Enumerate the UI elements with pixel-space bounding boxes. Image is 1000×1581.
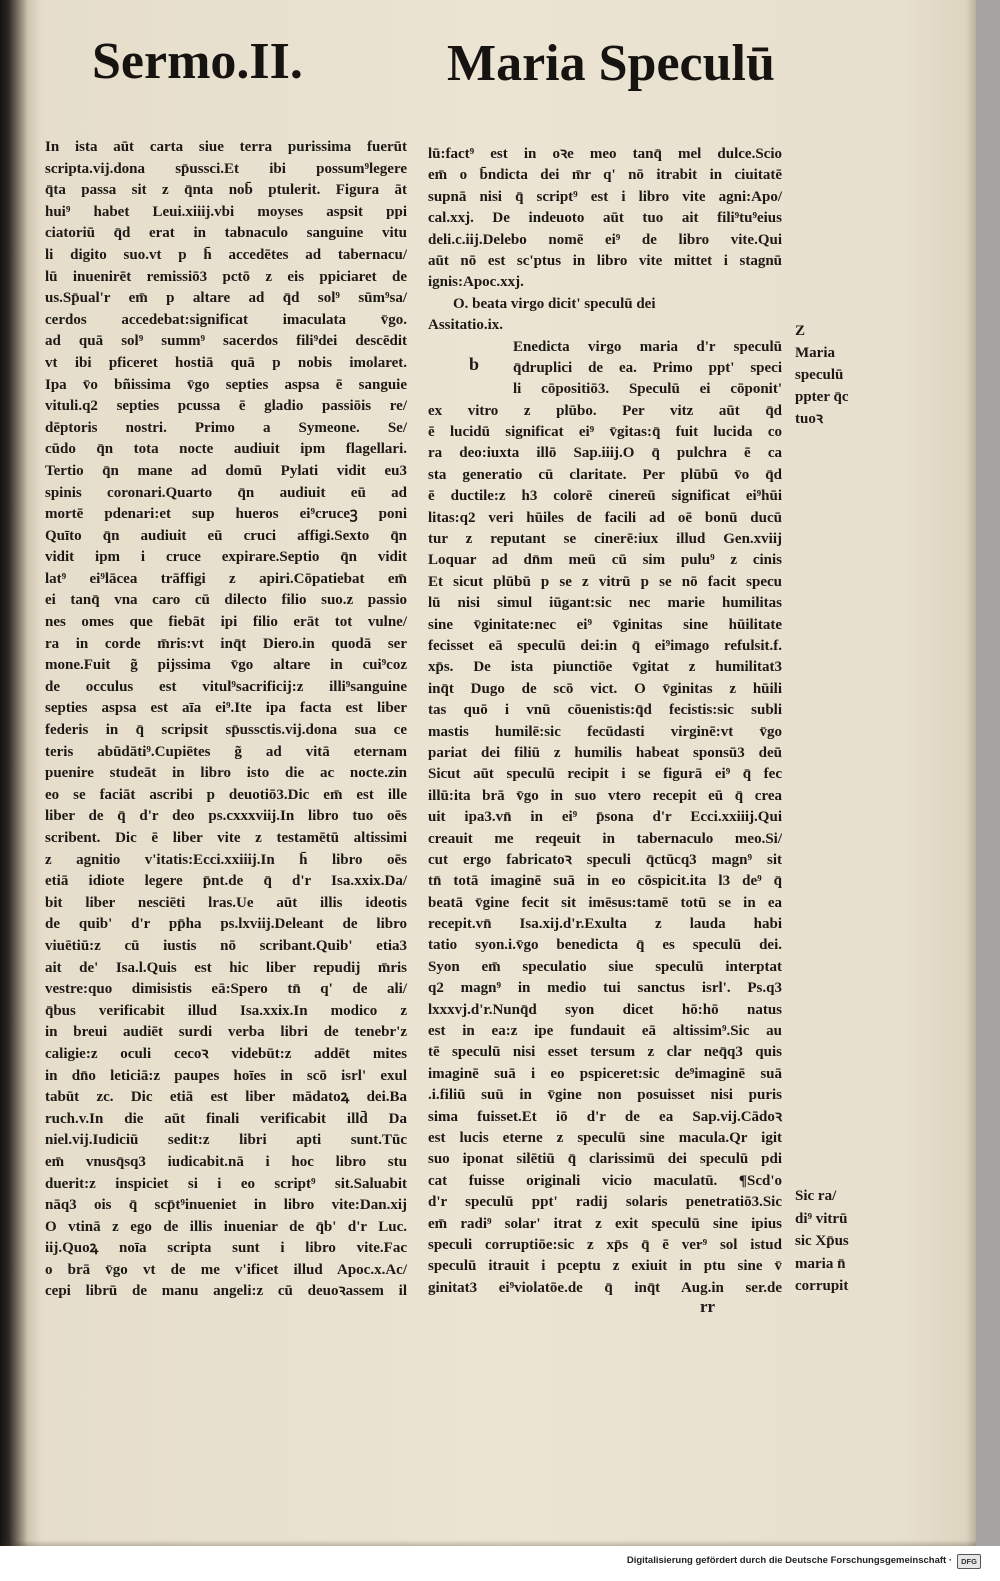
text-line: de quib' d'r pp̄ha ps.lxviij.Deleant de libro [45,916,407,933]
text-line: bit liber nesciēti lras.Ue aūt illis ideotis [45,894,407,911]
text-line: scribent. Dic ē liber vite z testamētū altissimi [45,830,407,846]
text-line: ciatoriū q̄d erat in tabnaculo sanguine vitu [45,225,407,242]
text-line: cal.xxj. De indeuoto aūt tuo ait fili⁹tu⁹eius [428,210,782,227]
text-line: tas quō i vnū cōuenistis:q̄d fecistis:sic subli [428,702,782,719]
text-line: est in ea:z ipe fundauit eā altissim⁹.Sic au [428,1023,782,1040]
margin-note-line: maria n̄ [795,1255,846,1272]
margin-note-line: di⁹ vitrū [795,1210,848,1227]
text-line: tn̄ totā imaginē suā in eo cōspicit.ita l3 de⁹ q̄ [428,873,782,890]
text-line: cerdos accedebat:significat imaculata v̄go. [45,311,407,328]
text-line: Ipa v̄o bñissima v̄go septies aspsa ē sanguie [45,376,407,393]
text-line: de occulus est vitul⁹sacrificij:z illi⁹sanguine [45,678,407,695]
margin-note-line: Maria [795,345,835,361]
text-line: q̄druplici de ea. Primo ppt' speci [513,359,782,376]
text-line: speculi corruptiōe:sic z xp̄s q̄ ē ver⁹ sol istud [428,1236,782,1253]
margin-note [795,1185,875,1298]
text-line: uit ipa3.vn̄ in ei⁹ p̄sona d'r Ecci.xxiiij.Qui [428,809,782,826]
text-line: Loquar ad dn̄m meū cū sim pulu⁹ z cinis [428,552,782,569]
text-line: cat fuisse originali vicio maculatū. ¶Scd'o [428,1172,782,1189]
text-line: creauit me reqeuit in tabernaculo meo.Si/ [428,830,782,847]
text-line: recepit.vn̄ Isa.xij.d'r.Exulta z lauda habi [428,916,782,933]
text-line: cūdo q̄n tota nocte audiuit ipm flagellari. [45,441,407,458]
text-line: q̄bus verificabit illud Isa.xxix.In modico z [45,1002,407,1019]
text-line: caligie:z oculi cecoꝛ videbūt:z addēt mites [45,1045,407,1062]
text-line: ē lucidū significat ei⁹ v̄gitas:q̄ fuit lucida co [428,424,782,441]
text-line: tē speculū nisi esset tersum z clar neq̄q3 quis [428,1044,782,1061]
text-line: puenire studeāt in libro isto die ac nocte.zin [45,765,407,782]
running-head-title: Maria Speculū [447,35,775,92]
text-line: sima fuisset.Et iō d'r de ea Sap.vij.Cādoꝛ [428,1108,782,1125]
left-text-column [45,137,407,1303]
text-line: ra in corde m̄ris:vt inq̄t Diero.in quodā ser [45,635,407,652]
text-line: ei tanq̄ vna caro cū dilecto filio suo.z passio [45,592,407,609]
text-line: vidit ipm i cruce expirare.Septio q̄n vidit [45,549,407,566]
text-line: nāq3 ois q̄ scp̄t⁹inueniet in libro vite:Dan.xij [45,1197,407,1214]
text-line: scripta.vij.dona sp̄ussci.Et ibi possum⁹legere [45,160,407,177]
text-line: aūt nō est sc'ptus in libro vite mittet i stagnū [428,252,782,269]
text-line: Tertio q̄n mane ad domū Pylati vidit eu3 [45,462,407,479]
text-line: em̄ vnusq̄sq3 iudicabit.nā i hoc libro stu [45,1153,407,1170]
text-line: lxxxvj.d'r.Nunq̄d syon dicet hō:hō natus [428,1001,782,1018]
text-line: tatio syon.i.v̄go benedicta q̄ es speculū dei. [428,937,782,954]
text-line: dēptoris nostri. Primo a Symeone. Se/ [45,419,407,436]
text-line: Et sicut plūbū p se z vitrū p se nō facit specu [428,573,782,590]
text-line: Assitatio.ix. [428,317,503,334]
text-line: Syon em̄ speculatio siue speculū interptat [428,958,782,975]
text-line: septies aspsa est aīa ei⁹.Ite ipa facta est liber [45,700,407,717]
text-line: q̄ta passa sit z q̄nta nob̄ ptulerit. Figura āt [45,182,407,199]
text-line: In ista aūt carta siue terra purissima fuerūt [45,139,407,155]
text-line: vituli.q2 septies pcussa ē gladio passiōis re/ [45,398,407,415]
text-line: in dn̄o leticiā:z paupes hoīes in scō isrl' exul [45,1067,407,1084]
text-line: eo se faciāt ascribi p deuotiō3.Dic em̄ est ille [45,786,407,803]
margin-note [795,320,875,430]
text-line: in breui audiēt surdi verba libri de tenebr'z [45,1024,407,1041]
text-line: iij.Quoꝝ noīa scripta sunt i libro vite.Fac [45,1240,407,1257]
text-line: viuētiū:z cū iustis nō scribant.Quib' etia3 [45,937,407,954]
text-line: Sicut aūt speculū recipit i se figurā ei⁹ q̄ fec [428,766,782,783]
text-line: federis in q̄ scripsit sp̄ussctis.vij.dona sua ce [45,722,407,739]
text-line: illū:ita brā v̄go in suo vtero recepit eū q̄ crea [428,787,782,804]
margin-note-line: Sic ra/ [795,1188,837,1204]
text-line: beatā v̄gine fecit sit imēsus:tamē totū se in ea [428,894,782,911]
text-line: nes omes que fiebāt ipi filio erāt tot vulne/ [45,614,407,631]
text-line: li cōpositiō3. Speculū ei cōponit' [513,381,782,398]
text-line: ait de' Isa.l.Quis est hic liber repudij m̄ris [45,959,407,976]
text-line: mastis humilē:sic fecūdasti virginē:vt v̄go [428,723,782,740]
text-line: ignis:Apoc.xxj. [428,274,524,291]
text-line: fecisset eā speculū dei:in q̄ ei⁹imago refulsit.f. [428,637,782,654]
text-line: us.Sp̄ual'r em̄ p altare ad q̄d sol⁹ sūm⁹sa/ [45,290,407,307]
text-line: vestre:quo dimisistis eā:Spero tn̄ q' de ali/ [45,981,407,998]
text-line: em̄ o b̄ndicta dei m̄r q' nō itrabit in ciuitatē [428,167,782,184]
text-line: cepi librū de manu angeli:z cū deuoꝛassem il [45,1283,407,1300]
text-line: est lucis eterne z speculū sine macula.Qr igit [428,1129,782,1146]
text-line: ad quā sol⁹ summ⁹ sacerdos fili⁹dei descēdit [45,333,407,350]
text-line: tabūt zc. Dic etiā est liber mādatoꝝ dei.Ba [45,1089,407,1106]
text-line: supnā nisi q̄ script⁹ est i libro vite agni:Apo/ [428,188,782,205]
digitization-credit: Digitalisierung gefördert durch die Deutsche Forschungsgemeinschaft · [626,1555,952,1566]
text-line: sine v̄ginitate:nec ei⁹ v̄ginitas sine hūilitate [428,616,782,633]
text-line: imaginē suā i eo pspiceret:sic de⁹imaginē suā [428,1065,782,1082]
text-line: pariat dei filiū z humilis habeat sponsū3 deū [428,744,782,761]
text-line: Quīto q̄n audiuit eū cruci affigi.Sexto q̄n [45,527,407,544]
text-line: hui⁹ habet Leui.xiiij.vbi moyses aspsit ppi [45,203,407,220]
text-line: ruch.v.In die aūt finali verificabit illd̄ Da [45,1110,407,1127]
right-text-column [428,144,782,1299]
text-line: O vtinā z ego de illis inueniar de q̄b' d'r Luc. [45,1218,407,1235]
text-line: o brā v̄go vt de me v'ificet illud Apoc.x.Ac/ [45,1261,407,1278]
text-line: spinis coronari.Quarto q̄n audiuit eū ad [45,484,407,501]
text-line: inq̄t Dugo de scō vict. O v̄ginitas z hūili [428,680,782,697]
text-line: ra deo:iuxta illō Sap.iiij.O q̄ pulchra ē ca [428,445,782,462]
text-line: xp̄s. De ista piunctiōe v̄gitat z humilitat3 [428,659,782,676]
text-line: O. beata virgo dicit' speculū dei [453,295,656,312]
text-line: teris abūdāti⁹.Cupiētes g̃ ad vitā eternam [45,743,407,760]
running-head-sermon: Sermo.II. [92,33,303,90]
margin-note-line: tuoꝛ [795,411,823,427]
text-line: litas:q2 veri hūiles de facili ad oē bonū ducū [428,509,782,526]
text-line: ginitat3 ei⁹violatōe.de q̄ inq̄t Aug.in ser.de [428,1279,782,1296]
text-line: lū:fact⁹ est in oꝛe meo tanq̄ mel dulce.Scio [428,146,782,162]
margin-note-line: corrupit [795,1278,849,1294]
text-line: deli.c.iij.Delebo nomē ei⁹ de libro vite.Qui [428,231,782,248]
text-line: sta generatio cū claritate. Per plūbū v̄o q̄d [428,466,782,483]
text-line: mone.Fuit g̃ pijssima v̄go altare in cui⁹coz [45,657,407,674]
text-line: niel.vij.Iudiciū sedit:z libri apti sunt.Tūc [45,1132,407,1149]
text-line: tur z reputant se cinerē:iux illud Gen.xviij [428,531,782,548]
margin-note-line: Z [795,323,806,339]
initial-guide-letter: b [469,354,480,374]
margin-note-line: sic Xp̄us [795,1233,849,1249]
text-line: duerit:z inspiciet si i eo script⁹ sit.Saluabit [45,1175,407,1192]
text-line: em̄ radi⁹ solar' itrat z exit speculū sine ipius [428,1215,782,1232]
text-line: lū nisi simul iūgant:sic nec marie humilitas [428,595,782,612]
text-line: .i.filiū suū in v̄gine non posuisset nisi puris [428,1087,782,1104]
text-line: lū inuenirēt remissiō3 pctō z eis ppiciaret de [45,268,407,285]
quire-signature-mark: rr [700,1297,716,1316]
text-line: cut ergo fabricatoꝛ speculi q̄ctūcq3 magn⁹ sit [428,851,782,868]
margin-note-line: speculū [795,367,844,383]
text-line: mortē pdenari:et sup hueros ei⁹cruceꝫ poni [45,506,407,523]
text-line: ē ductile:z h3 colorē cinereū significat ei⁹hūi [428,488,782,505]
text-line: suo iponat silētiū q̄ clarissimū dei speculū pdi [428,1151,782,1168]
dfg-logo-icon: DFG [957,1554,981,1569]
text-line: lat⁹ ei⁹lācea trāffigi z apiri.Cōpatiebat em̄ [45,570,407,587]
text-line: d'r speculū ppt' radij solaris penetratiō3.Sic [428,1194,782,1211]
text-line: Enedicta virgo maria d'r speculū [513,338,782,355]
text-line: speculū itrauit i pceptu z exiuit in ptu sine v̄ [428,1258,782,1275]
text-line: li digito suo.vt p h̄ accedētes ad tabernacu/ [45,246,407,263]
text-line: z agnitio v'itatis:Ecci.xxiiij.In h̄ libro oēs [45,851,407,868]
text-line: q2 magn⁹ in medio tui sanctus isrl'. Ps.q3 [428,980,782,997]
text-line: ex vitro z plūbo. Per vitz aūt q̄d [428,402,782,419]
margin-note-line: ppter q̄c [795,389,849,405]
text-line: liber de q̄ d'r deo ps.cxxxviij.In libro tuo oēs [45,808,407,825]
text-line: vt ibi pficeret hostiā quā p nobis imolaret. [45,354,407,371]
text-line: etiā idiote legere p̄nt.de q̄ d'r Isa.xxix.Da/ [45,873,407,890]
